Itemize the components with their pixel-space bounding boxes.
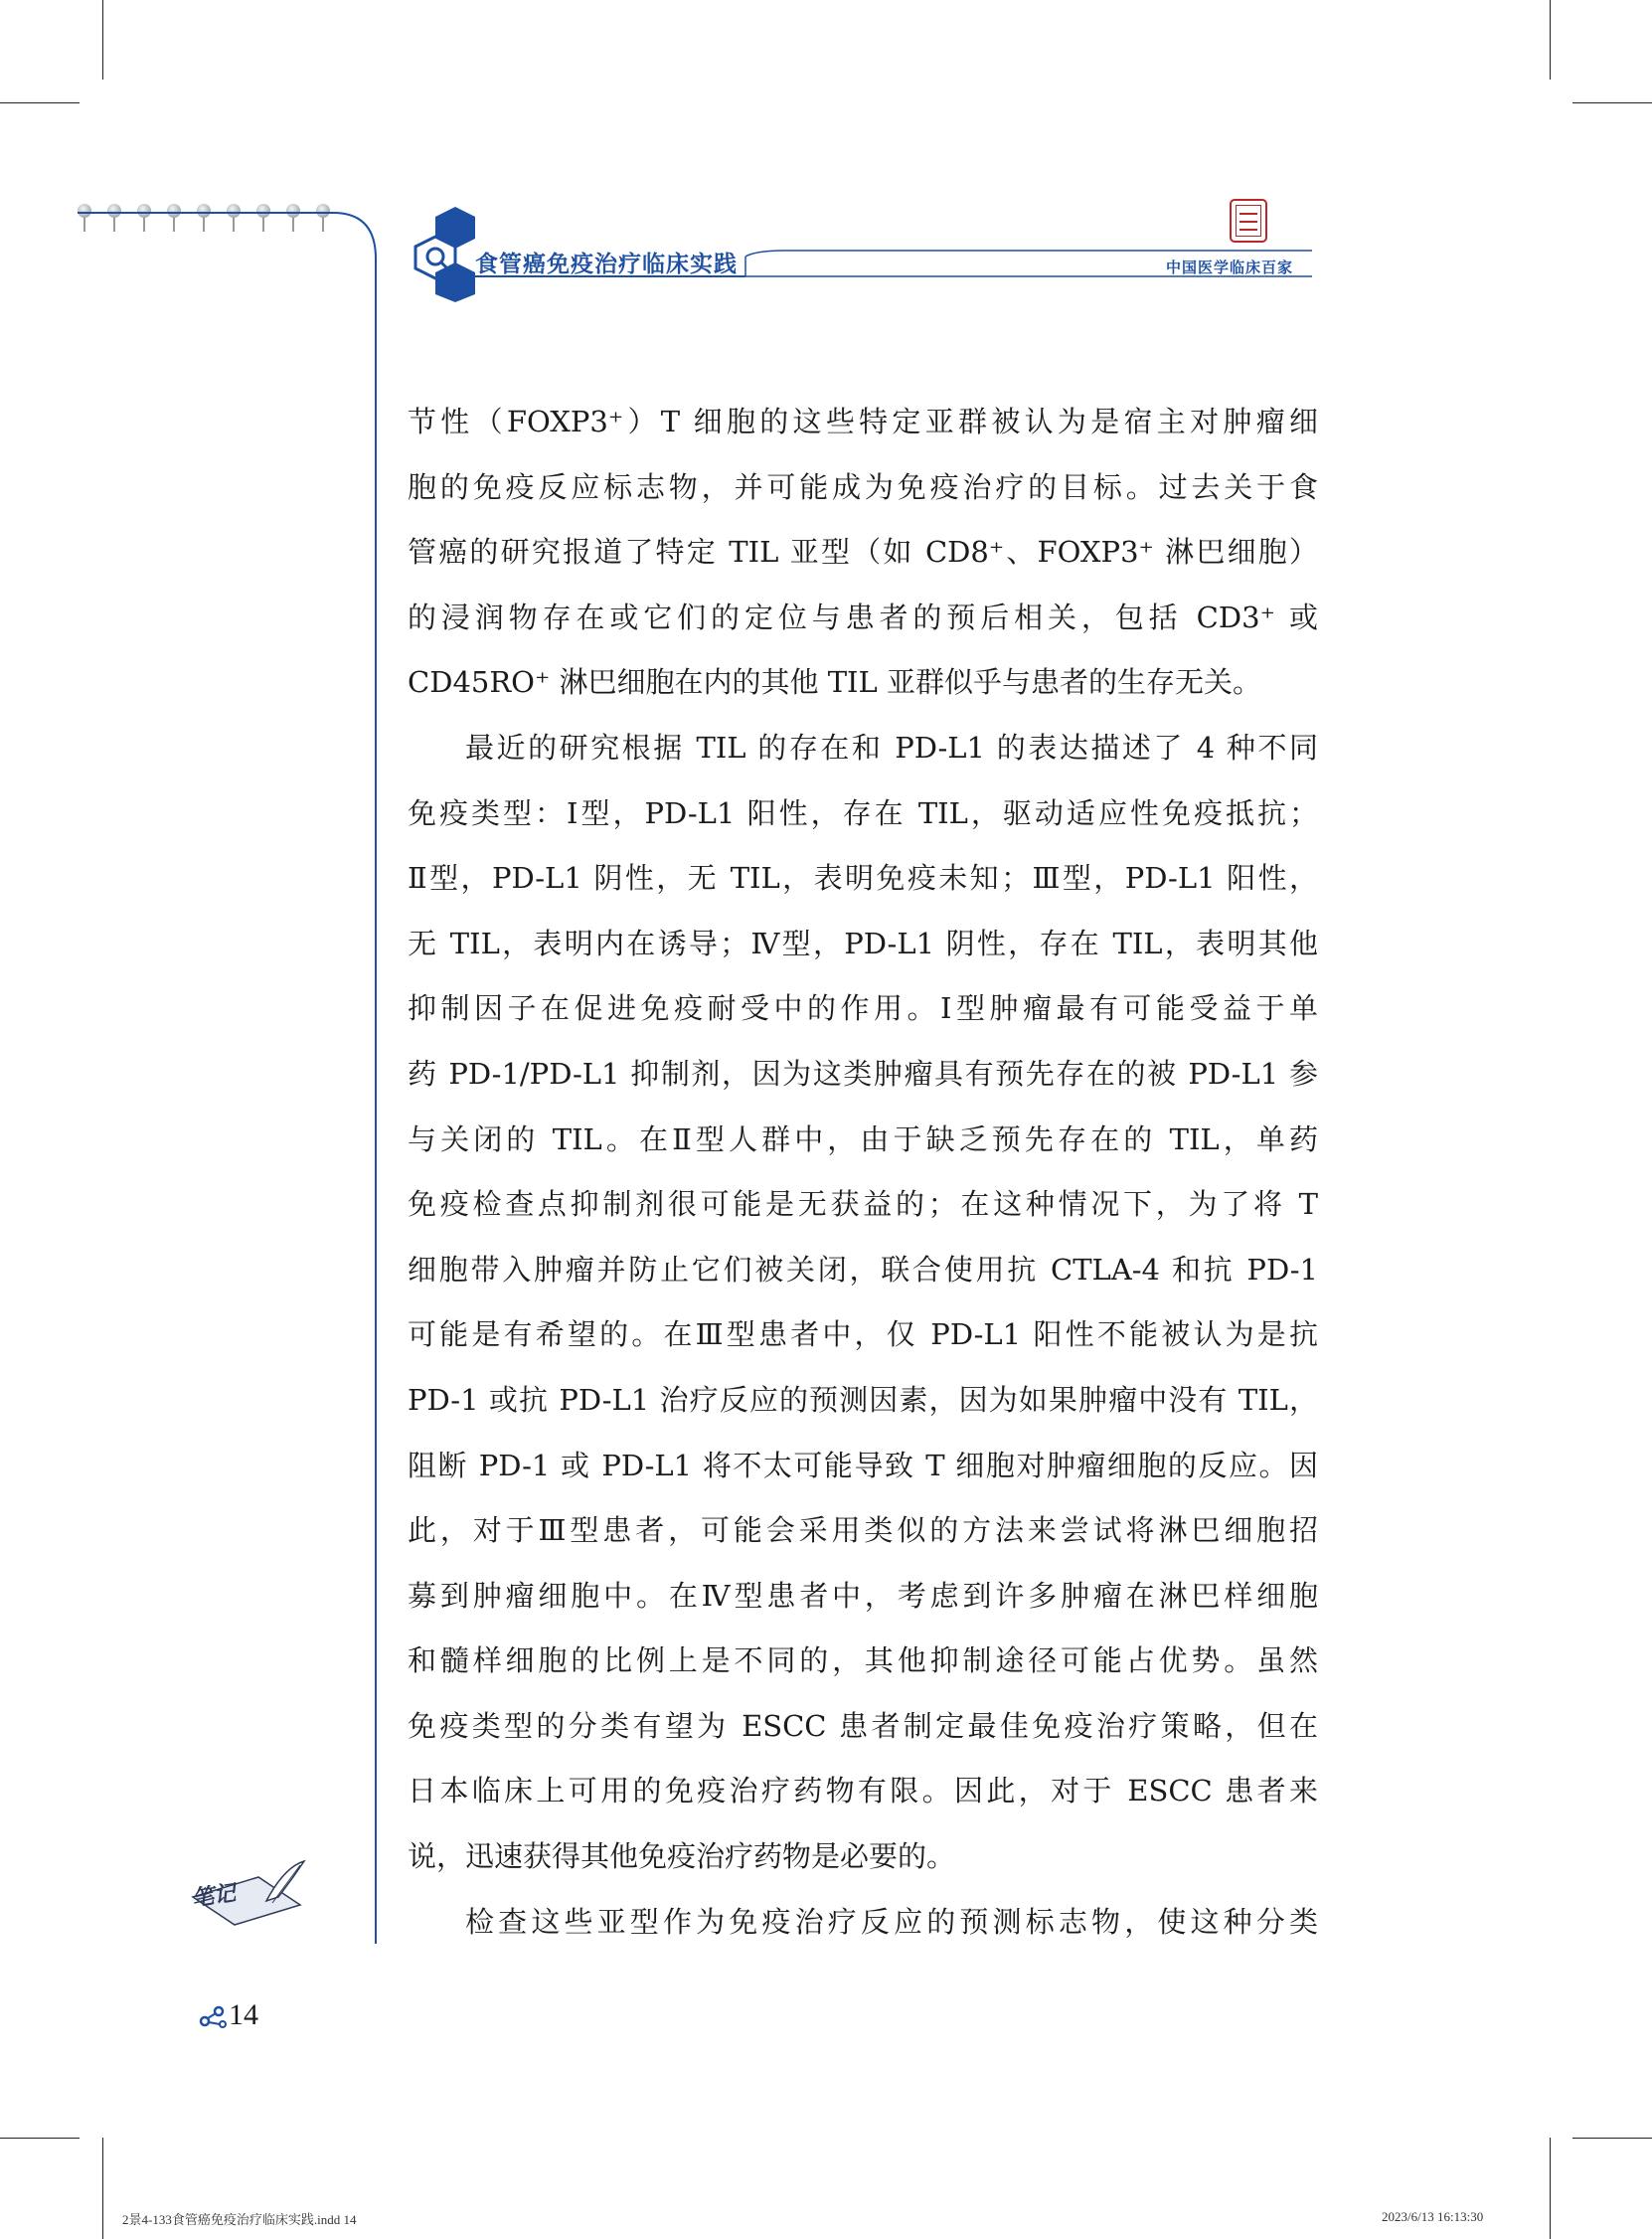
- slug-file-name: 2景4-133食管癌免疫治疗临床实践.indd 14: [122, 2212, 357, 2227]
- text-line: 节性（FOXP3⁺）T 细胞的这些特定亚群被认为是宿主对肿瘤细: [408, 405, 1318, 438]
- notes-label: 笔记: [190, 1880, 238, 1912]
- text-line: CD45RO⁺ 淋巴细胞在内的其他 TIL 亚群似乎与患者的生存无关。: [408, 665, 1261, 700]
- binding-ring: [256, 204, 270, 218]
- text-line: 阻断 PD-1 或 PD-L1 将不太可能导致 T 细胞对肿瘤细胞的反应。因: [408, 1448, 1318, 1482]
- binding-ring: [78, 204, 91, 218]
- text-line: 此，对于Ⅲ型患者，可能会采用类似的方法来尝试将淋巴细胞招: [408, 1513, 1318, 1548]
- binding-ring: [316, 204, 330, 218]
- page-number: 14: [229, 1998, 258, 2031]
- crop-mark: [102, 2138, 103, 2239]
- text-line: 说，迅速获得其他免疫治疗药物是必要的。: [408, 1839, 956, 1874]
- text-line: 最近的研究根据 TIL 的存在和 PD-L1 的表达描述了 4 种不同: [465, 730, 1318, 765]
- text-line: 免疫检查点抑制剂很可能是无获益的；在这种情况下，为了将 T: [408, 1187, 1318, 1222]
- text-line: 的浸润物存在或它们的定位与患者的预后相关，包括 CD3⁺ 或: [408, 600, 1318, 634]
- series-name: 中国医学临床百家: [1166, 258, 1294, 276]
- molecule-icon: [197, 2003, 231, 2029]
- binding-ring: [197, 204, 211, 218]
- text-line: PD-1 或抗 PD-L1 治疗反应的预测因素，因为如果肿瘤中没有 TIL，: [408, 1382, 1318, 1417]
- body-text: [408, 390, 1318, 1955]
- binding-ring: [227, 204, 241, 218]
- slug-timestamp: 2023/6/13 16:13:30: [1382, 2209, 1484, 2224]
- crop-mark: [102, 0, 103, 80]
- crop-mark: [1550, 2138, 1551, 2239]
- text-line: 药 PD-1/PD-L1 抑制剂，因为这类肿瘤具有预先存在的被 PD-L1 参: [408, 1056, 1318, 1091]
- text-line: 与关闭的 TIL。在Ⅱ型人群中，由于缺乏预先存在的 TIL，单药: [408, 1121, 1318, 1156]
- binding-ring: [137, 204, 151, 218]
- crop-mark: [1572, 102, 1652, 103]
- text-line: Ⅱ型，PD-L1 阴性，无 TIL，表明免疫未知；Ⅲ型，PD-L1 阳性，: [408, 861, 1318, 896]
- binding-ring: [107, 204, 121, 218]
- text-line: 管癌的研究报道了特定 TIL 亚型（如 CD8⁺、FOXP3⁺ 淋巴细胞）: [408, 535, 1318, 570]
- binding-ring: [167, 204, 181, 218]
- text-line: 检查这些亚型作为免疫治疗反应的预测标志物，使这种分类: [465, 1904, 1318, 1939]
- binding-ring: [286, 204, 300, 218]
- text-line: 细胞带入肿瘤并防止它们被关闭，联合使用抗 CTLA-4 和抗 PD-1: [408, 1252, 1318, 1287]
- text-line: 抑制因子在促进免疫耐受中的作用。Ⅰ型肿瘤最有可能受益于单: [408, 991, 1318, 1026]
- crop-mark: [0, 2138, 80, 2139]
- text-line: 胞的免疫反应标志物，并可能成为免疫治疗的目标。过去关于食: [408, 469, 1318, 504]
- text-line: 和髓样细胞的比例上是不同的，其他抑制途径可能占优势。虽然: [408, 1643, 1318, 1678]
- text-line: 可能是有希望的。在Ⅲ型患者中，仅 PD-L1 阳性不能被认为是抗: [408, 1317, 1318, 1352]
- seal-logo-icon: [1230, 199, 1267, 243]
- crop-mark: [1572, 2138, 1652, 2139]
- text-line: 免疫类型：Ⅰ型，PD-L1 阳性，存在 TIL，驱动适应性免疫抵抗；: [408, 795, 1318, 830]
- binding-rings: [78, 204, 386, 244]
- text-line: 日本临床上可用的免疫治疗药物有限。因此，对于 ESCC 患者来: [408, 1774, 1318, 1808]
- text-line: 免疫类型的分类有望为 ESCC 患者制定最佳免疫治疗策略，但在: [408, 1708, 1318, 1743]
- text-line: 募到肿瘤细胞中。在Ⅳ型患者中，考虑到许多肿瘤在淋巴样细胞: [408, 1578, 1318, 1613]
- book-title: 食管癌免疫治疗临床实践: [475, 252, 738, 277]
- crop-mark: [0, 102, 80, 103]
- crop-mark: [1550, 0, 1551, 80]
- text-line: 无 TIL，表明内在诱导；Ⅳ型，PD-L1 阴性，存在 TIL，表明其他: [408, 926, 1318, 960]
